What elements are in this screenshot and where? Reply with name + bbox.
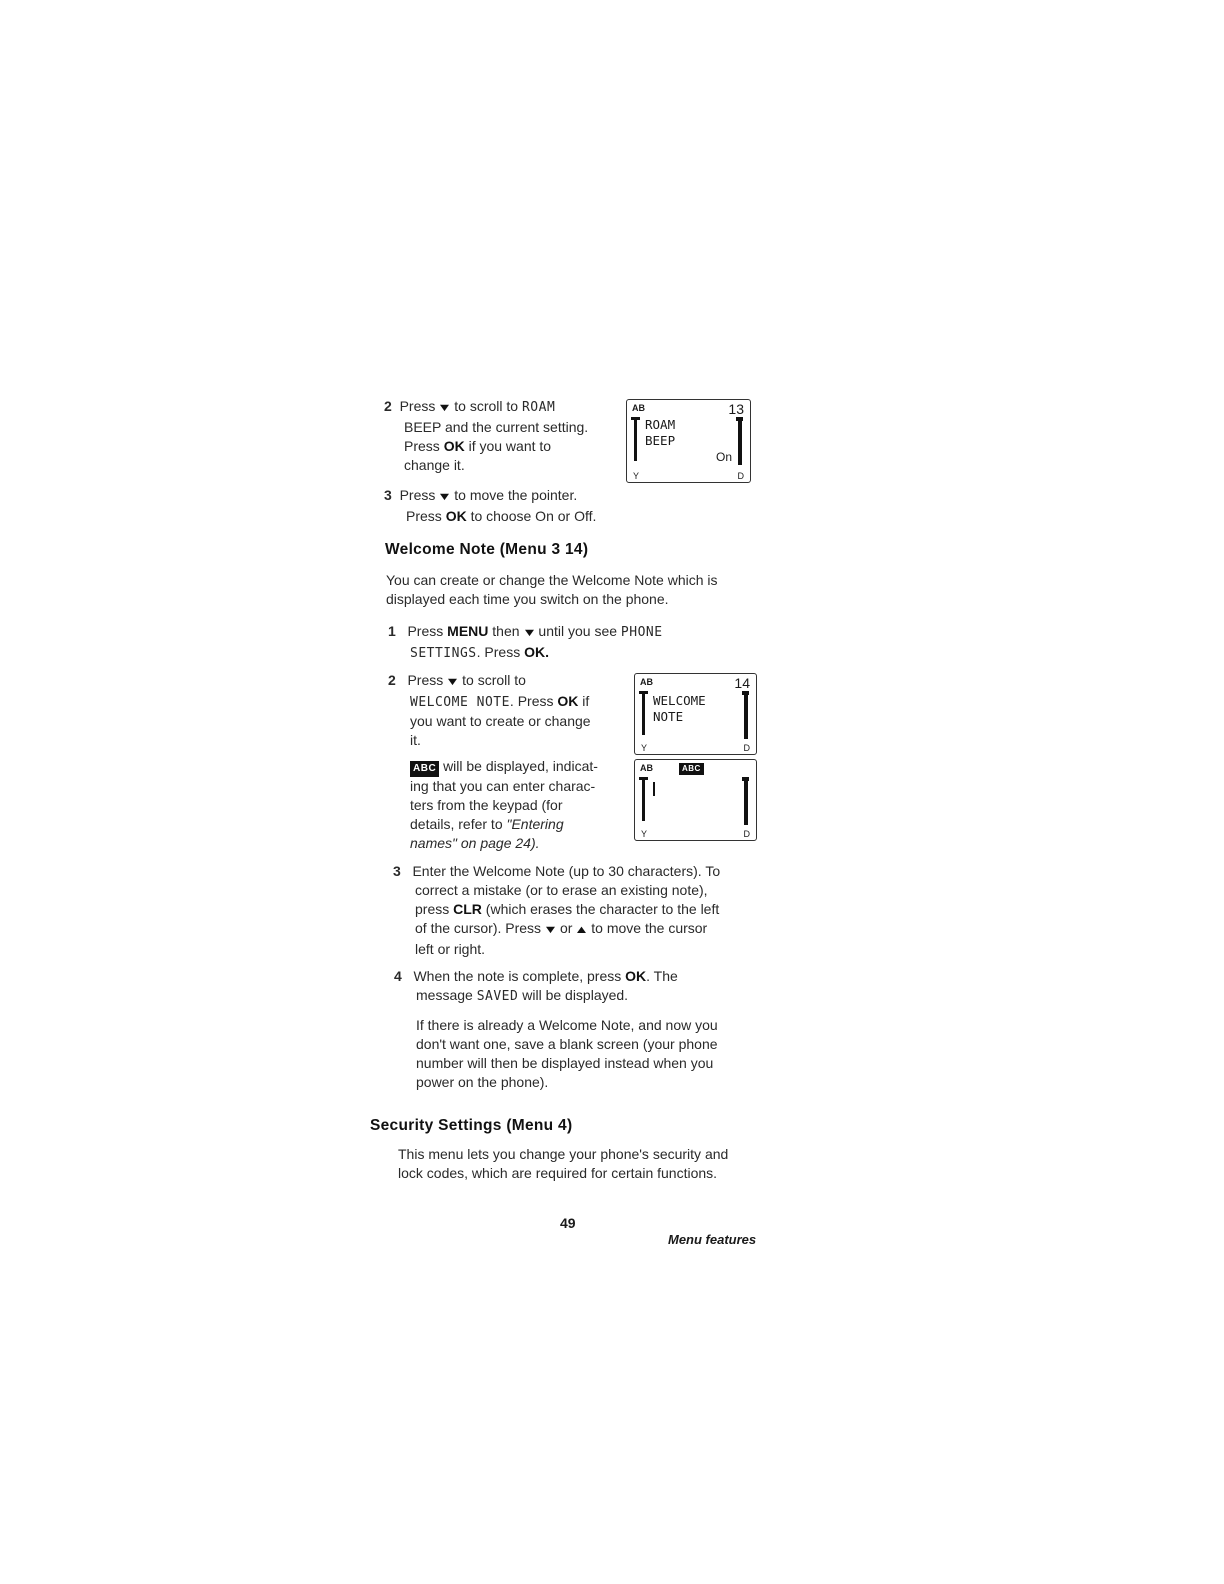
phone-label: PHONE xyxy=(620,625,663,640)
step-2-welcome xyxy=(388,671,628,750)
text: correct a mistake (or to erase an existing note), xyxy=(415,882,708,898)
text: Press xyxy=(399,487,436,503)
abc-mode-icon: ABC xyxy=(679,763,704,775)
text: number will then be displayed instead when you xyxy=(416,1055,714,1071)
text: then xyxy=(492,623,520,639)
text: lock codes, which are required for certain functions. xyxy=(398,1165,718,1181)
text: power on the phone). xyxy=(416,1074,549,1090)
text: of the cursor). Press xyxy=(415,920,542,936)
welcome-intro xyxy=(386,571,766,609)
battery-bar-icon xyxy=(738,417,742,465)
step-number: 2 xyxy=(384,398,392,414)
page-number: 49 xyxy=(560,1215,576,1231)
step-2-roam xyxy=(384,397,624,475)
text: Press xyxy=(407,672,444,688)
screen-indicator: AB xyxy=(632,403,645,413)
abc-mode-note xyxy=(410,757,630,853)
menu-number: 13 xyxy=(728,401,744,417)
text: or xyxy=(559,920,573,936)
step-number: 1 xyxy=(388,623,396,639)
step-number: 3 xyxy=(393,863,401,879)
settings-label: SETTINGS xyxy=(410,646,477,661)
text: displayed each time you switch on the phone. xyxy=(386,591,669,607)
signal-bar-icon xyxy=(634,417,637,461)
text: will be displayed, indicat- xyxy=(443,758,598,774)
step-1-menu xyxy=(388,622,758,663)
text: message xyxy=(416,987,473,1003)
text: change it. xyxy=(404,457,465,473)
ok-key: OK xyxy=(557,693,579,709)
step-4-complete xyxy=(394,967,774,1092)
text: If there is already a Welcome Note, and now you xyxy=(416,1017,718,1033)
cross-reference: names" on page 24). xyxy=(410,835,540,851)
text: You can create or change the Welcome Note which is xyxy=(386,572,718,588)
text: to scroll to xyxy=(454,398,519,414)
text: ters from the keypad (for xyxy=(410,797,563,813)
screen-indicator: D xyxy=(743,743,750,753)
clr-key: CLR xyxy=(453,901,482,917)
text: Press xyxy=(406,508,442,524)
text: to choose On or Off. xyxy=(470,508,597,524)
text: (which erases the character to the left xyxy=(485,901,720,917)
text: don't want one, save a blank screen (your phone xyxy=(416,1036,718,1052)
screen-indicator: Y xyxy=(641,829,648,839)
down-arrow-icon: ▼ xyxy=(542,924,559,936)
text: . Press xyxy=(476,644,521,660)
text: until you see xyxy=(538,623,618,639)
step-number: 3 xyxy=(384,487,392,503)
battery-bar-icon xyxy=(744,777,748,825)
text: press xyxy=(415,901,450,917)
text: will be displayed. xyxy=(522,987,629,1003)
phone-screen-welcome-note xyxy=(634,673,757,755)
welcome-note-label: WELCOME NOTE xyxy=(410,695,510,710)
ok-key: OK. xyxy=(524,644,549,660)
text: if you want to xyxy=(468,438,552,454)
roam-label: ROAM xyxy=(521,400,556,415)
step-number: 2 xyxy=(388,672,396,688)
down-arrow-icon: ▼ xyxy=(437,491,453,503)
text: Enter the Welcome Note (up to 30 characters). To xyxy=(412,863,721,879)
section-footer: Menu features xyxy=(668,1232,757,1247)
signal-bar-icon xyxy=(642,691,645,735)
abc-mode-icon: ABC xyxy=(410,761,439,777)
text: to move the cursor xyxy=(591,920,708,936)
menu-key: MENU xyxy=(447,623,489,639)
security-intro xyxy=(398,1145,778,1183)
saved-label: SAVED xyxy=(476,989,519,1004)
screen-line: BEEP xyxy=(645,433,676,448)
text: you want to create or change xyxy=(410,713,591,729)
screen-indicator: D xyxy=(743,829,750,839)
section-heading-security: Security Settings (Menu 4) xyxy=(370,1117,573,1134)
screen-indicator: AB xyxy=(640,677,653,687)
menu-number: 14 xyxy=(734,675,750,691)
step-number: 4 xyxy=(394,968,402,984)
screen-line: WELCOME xyxy=(653,693,706,708)
screen-line: NOTE xyxy=(653,709,684,724)
text: Press xyxy=(404,438,440,454)
up-arrow-icon: ▲ xyxy=(574,924,590,936)
text: to scroll to xyxy=(462,672,526,688)
phone-screen-roam-beep xyxy=(626,399,751,483)
text: This menu lets you change your phone's security and xyxy=(398,1146,729,1162)
text: to move the pointer. xyxy=(454,487,578,503)
text: ing that you can enter charac- xyxy=(410,778,596,794)
text: details, refer to xyxy=(410,816,503,832)
text: BEEP and the current setting. xyxy=(404,419,589,435)
text: . Press xyxy=(509,693,554,709)
down-arrow-icon: ▼ xyxy=(445,676,461,688)
text: it. xyxy=(410,732,421,748)
down-arrow-icon: ▼ xyxy=(437,402,453,414)
ok-key: OK xyxy=(443,438,465,454)
phone-screen-abc-entry xyxy=(634,759,757,841)
text: . The xyxy=(646,968,678,984)
text: if xyxy=(582,693,590,709)
text: Press xyxy=(399,398,436,414)
text-cursor-icon xyxy=(653,782,655,796)
section-heading-welcome: Welcome Note (Menu 3 14) xyxy=(385,541,589,558)
text: When the note is complete, press xyxy=(413,968,622,984)
screen-indicator: Y xyxy=(633,471,640,481)
screen-indicator: D xyxy=(737,471,744,481)
battery-bar-icon xyxy=(744,691,748,739)
signal-bar-icon xyxy=(642,777,645,821)
down-arrow-icon: ▼ xyxy=(521,627,537,639)
ok-key: OK xyxy=(445,508,467,524)
text: Press xyxy=(407,623,444,639)
screen-value: On xyxy=(715,450,732,464)
cross-reference: "Entering xyxy=(506,816,564,832)
step-3-enter-note xyxy=(393,862,773,959)
ok-key: OK xyxy=(625,968,647,984)
step-3-pointer xyxy=(384,486,644,526)
text: left or right. xyxy=(415,941,486,957)
screen-indicator: Y xyxy=(641,743,648,753)
screen-line: ROAM xyxy=(645,417,676,432)
screen-indicator: AB xyxy=(640,763,653,773)
